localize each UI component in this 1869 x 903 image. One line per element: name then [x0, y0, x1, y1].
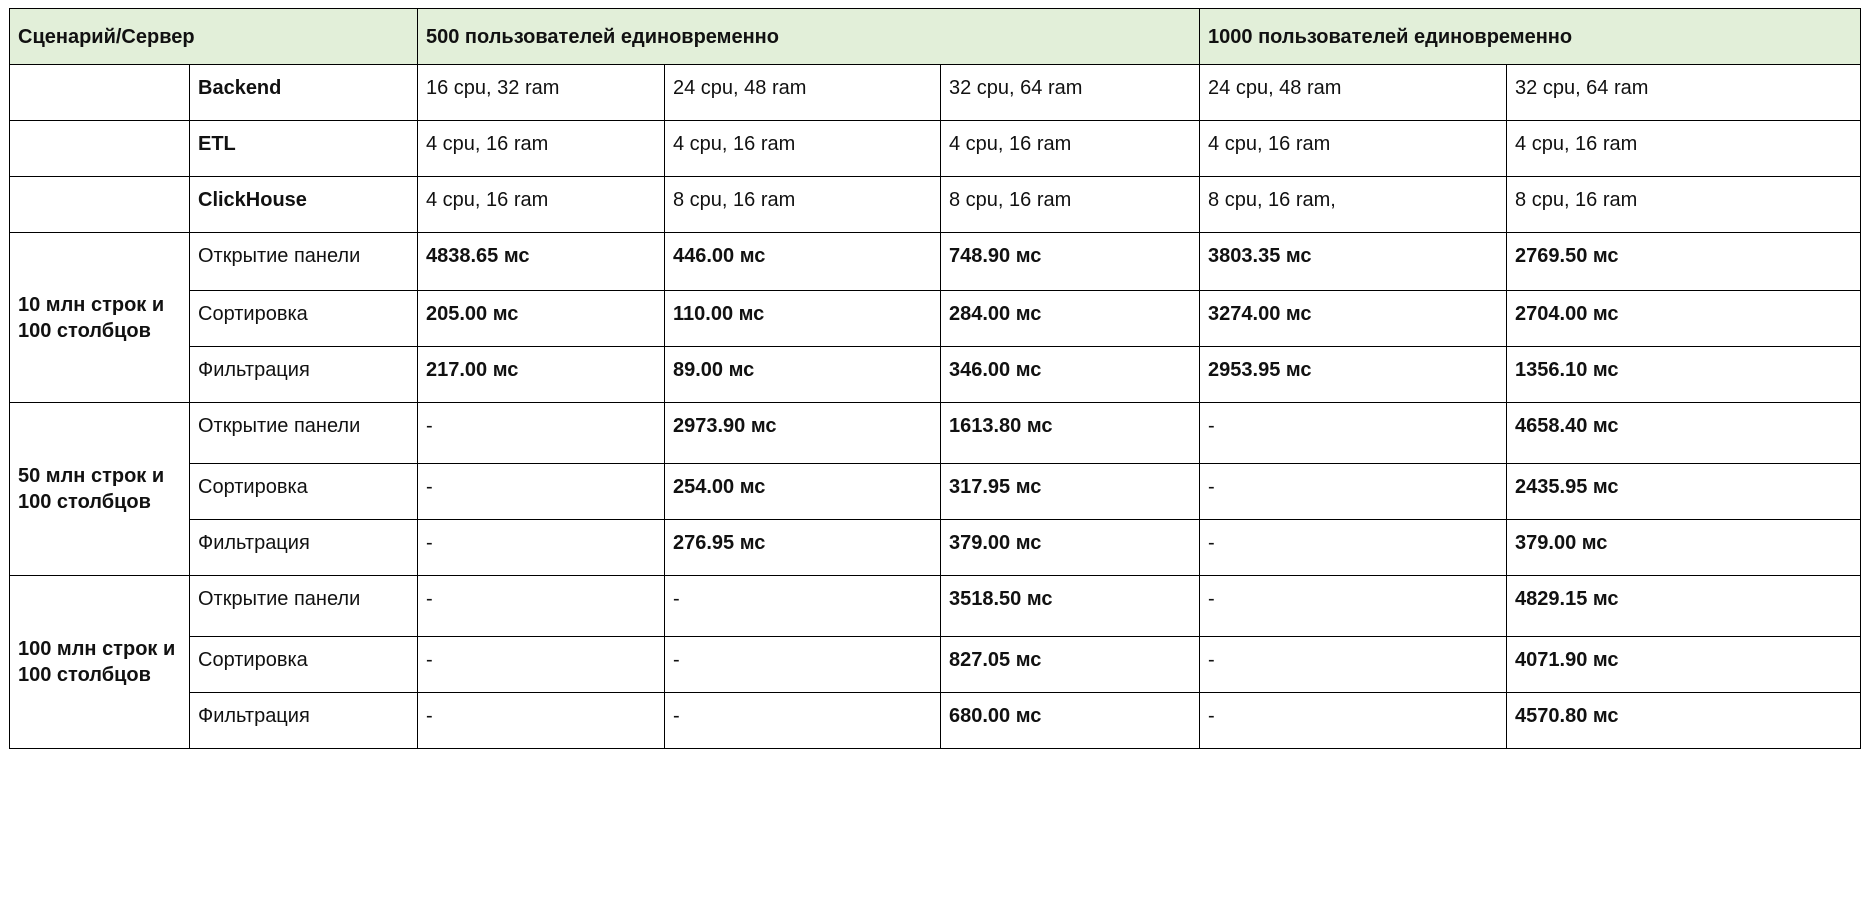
benchmark-table [9, 8, 1861, 749]
timing-cell: 89.00 мс [665, 347, 941, 403]
scenario-title: 50 млн строк и 100 столбцов [10, 403, 190, 576]
timing-cell: - [418, 576, 665, 637]
server-spec-cell: 4 cpu, 16 ram [1507, 121, 1861, 177]
timing-cell: 254.00 мс [665, 464, 941, 520]
timing-cell: 1356.10 мс [1507, 347, 1861, 403]
timing-cell: 827.05 мс [941, 637, 1200, 693]
server-spec-cell: 24 cpu, 48 ram [665, 65, 941, 121]
timing-cell: 2769.50 мс [1507, 233, 1861, 291]
server-spec-cell: 4 cpu, 16 ram [665, 121, 941, 177]
operation-name: Открытие панели [190, 233, 418, 291]
timing-cell: 3803.35 мс [1200, 233, 1507, 291]
timing-cell: 2953.95 мс [1200, 347, 1507, 403]
server-spec-cell: 32 cpu, 64 ram [941, 65, 1200, 121]
scenario-row [10, 291, 1861, 347]
timing-cell: - [418, 637, 665, 693]
scenario-row [10, 693, 1861, 749]
header-row [10, 9, 1861, 65]
timing-cell: 446.00 мс [665, 233, 941, 291]
group-500-header: 500 пользователей единовременно [418, 9, 1200, 65]
scenario-server-header: Сценарий/Сервер [10, 9, 418, 65]
timing-cell: 4071.90 мс [1507, 637, 1861, 693]
server-spec-cell: 8 cpu, 16 ram [665, 177, 941, 233]
server-row [10, 65, 1861, 121]
timing-cell: 2704.00 мс [1507, 291, 1861, 347]
timing-cell: 748.90 мс [941, 233, 1200, 291]
timing-cell: 4570.80 мс [1507, 693, 1861, 749]
blank-cell [10, 121, 190, 177]
timing-cell: - [418, 520, 665, 576]
timing-cell: 217.00 мс [418, 347, 665, 403]
timing-cell: 2435.95 мс [1507, 464, 1861, 520]
scenario-row [10, 233, 1861, 291]
timing-cell: 3274.00 мс [1200, 291, 1507, 347]
timing-cell: 205.00 мс [418, 291, 665, 347]
timing-cell: 1613.80 мс [941, 403, 1200, 464]
timing-cell: 3518.50 мс [941, 576, 1200, 637]
scenario-row [10, 520, 1861, 576]
scenario-row [10, 464, 1861, 520]
timing-cell: - [1200, 693, 1507, 749]
operation-name: Сортировка [190, 464, 418, 520]
operation-name: Фильтрация [190, 520, 418, 576]
server-row [10, 177, 1861, 233]
timing-cell: - [665, 693, 941, 749]
timing-cell: - [1200, 464, 1507, 520]
server-row [10, 121, 1861, 177]
timing-cell: 2973.90 мс [665, 403, 941, 464]
operation-name: Сортировка [190, 637, 418, 693]
timing-cell: 379.00 мс [1507, 520, 1861, 576]
server-spec-cell: 8 cpu, 16 ram [1507, 177, 1861, 233]
timing-cell: - [665, 576, 941, 637]
scenario-title: 10 млн строк и 100 столбцов [10, 233, 190, 403]
scenario-row [10, 576, 1861, 637]
operation-name: Сортировка [190, 291, 418, 347]
timing-cell: 317.95 мс [941, 464, 1200, 520]
server-name: Backend [190, 65, 418, 121]
timing-cell: 4658.40 мс [1507, 403, 1861, 464]
server-name: ClickHouse [190, 177, 418, 233]
server-spec-cell: 16 cpu, 32 ram [418, 65, 665, 121]
server-spec-cell: 4 cpu, 16 ram [1200, 121, 1507, 177]
scenario-row [10, 403, 1861, 464]
server-name: ETL [190, 121, 418, 177]
operation-name: Фильтрация [190, 347, 418, 403]
blank-cell [10, 177, 190, 233]
timing-cell: - [1200, 520, 1507, 576]
timing-cell: - [418, 403, 665, 464]
timing-cell: - [418, 693, 665, 749]
operation-name: Фильтрация [190, 693, 418, 749]
timing-cell: 4838.65 мс [418, 233, 665, 291]
timing-cell: 276.95 мс [665, 520, 941, 576]
server-spec-cell: 4 cpu, 16 ram [418, 177, 665, 233]
server-spec-cell: 24 cpu, 48 ram [1200, 65, 1507, 121]
operation-name: Открытие панели [190, 403, 418, 464]
timing-cell: - [665, 637, 941, 693]
timing-cell: 110.00 мс [665, 291, 941, 347]
group-1000-header: 1000 пользователей единовременно [1200, 9, 1861, 65]
timing-cell: - [1200, 403, 1507, 464]
timing-cell: 379.00 мс [941, 520, 1200, 576]
server-spec-cell: 8 cpu, 16 ram, [1200, 177, 1507, 233]
scenario-row [10, 637, 1861, 693]
timing-cell: 680.00 мс [941, 693, 1200, 749]
server-spec-cell: 4 cpu, 16 ram [418, 121, 665, 177]
timing-cell: - [1200, 637, 1507, 693]
operation-name: Открытие панели [190, 576, 418, 637]
scenario-title: 100 млн строк и 100 столбцов [10, 576, 190, 749]
blank-cell [10, 65, 190, 121]
server-spec-cell: 8 cpu, 16 ram [941, 177, 1200, 233]
server-spec-cell: 4 cpu, 16 ram [941, 121, 1200, 177]
timing-cell: - [1200, 576, 1507, 637]
timing-cell: 284.00 мс [941, 291, 1200, 347]
timing-cell: 346.00 мс [941, 347, 1200, 403]
timing-cell: - [418, 464, 665, 520]
scenario-row [10, 347, 1861, 403]
timing-cell: 4829.15 мс [1507, 576, 1861, 637]
server-spec-cell: 32 cpu, 64 ram [1507, 65, 1861, 121]
